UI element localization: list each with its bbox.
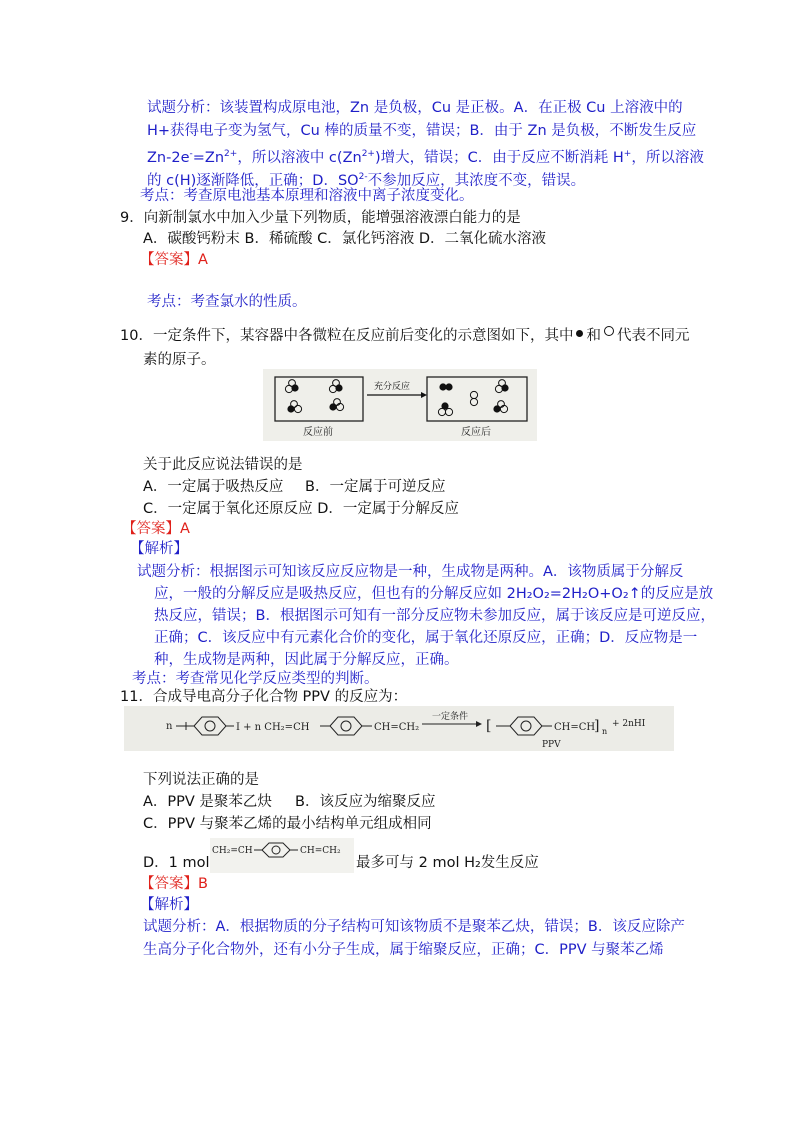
q8-analysis-line-3: $Zn-2e^-=Zn^{2+}$，所以溶液中 $c(Zn^{2+})$增大，错误；C．由于反应不断消耗 H+，所以溶液 xyxy=(147,149,704,166)
q9-stem: 9．向新制氯水中加入少量下列物质，能增强溶液漂白能力的是 xyxy=(120,210,521,226)
byproduct-label: + 2nHI xyxy=(612,719,646,729)
q9-options: A．碳酸钙粉末 B．稀硫酸 C．氯化钙溶液 D．二氧化硫水溶液 xyxy=(143,231,546,247)
svg-text:n: n xyxy=(166,721,173,732)
svg-text:n: n xyxy=(602,727,608,736)
q10-stem-line-1: 10．一定条件下，某容器中各微粒在反应前后变化的示意图如下，其中 和 代表不同元 xyxy=(120,328,690,344)
q10-options-cd: C．一定属于氧化还原反应 D．一定属于分解反应 xyxy=(143,501,459,517)
q9-answer: 【答案】A xyxy=(140,252,208,268)
svg-text:CH=CH₂: CH=CH₂ xyxy=(300,846,341,856)
before-label: 反应前 xyxy=(303,427,333,438)
q10-option-a: A．一定属于吸热反应 xyxy=(143,479,284,495)
q10-answer: 【答案】A xyxy=(122,521,190,537)
q11-option-c: C．PPV 与聚苯乙烯的最小结构单元组成相同 xyxy=(143,816,432,832)
svg-text:]: ] xyxy=(594,718,600,734)
q11-option-d-prefix: D．1 mol xyxy=(143,855,210,871)
q10-analysis-line-1: 试题分析：根据图示可知该反应反应物是一种，生成物是两种。A．该物质属于分解反 xyxy=(137,564,684,580)
q10-analysis-line-5: 种，生成物是两种，因此属于分解反应，正确。 xyxy=(154,652,459,668)
q9-kaodian: 考点：考查氯水的性质。 xyxy=(147,294,307,310)
q8-analysis-line-2: H+获得电子变为氢气，Cu 棒的质量不变，错误；B．由于 Zn 是负极，不断发生反应 xyxy=(147,123,697,139)
hollow-atom-icon xyxy=(604,326,614,336)
q11-analysis-line-1: 试题分析：A．根据物质的分子结构可知该物质不是聚苯乙炔，错误；B．该反应除产 xyxy=(143,919,685,935)
svg-text:CH₂=CH: CH₂=CH xyxy=(212,846,253,856)
q10-analysis-line-3: 热反应，错误；B．根据图示可知有一部分反应物未参加反应，属于该反应是可逆反应， xyxy=(154,608,715,624)
reaction-diagram xyxy=(263,369,537,441)
q11-question: 下列说法正确的是 xyxy=(143,772,259,788)
q11-option-b: B．该反应为缩聚反应 xyxy=(295,794,436,810)
q8-analysis-line-1: 试题分析：该装置构成原电池，Zn 是负极，Cu 是正极。A．在正极 Cu 上溶液中的 xyxy=(147,100,683,116)
svg-text:I + n CH₂=CH: I + n CH₂=CH xyxy=(236,722,310,733)
q10-analysis-line-4: 正确；C．该反应中有元素化合价的变化，属于氧化还原反应，正确；D．反应物是一 xyxy=(154,630,698,646)
q10-jiexi-label: 【解析】 xyxy=(130,541,188,557)
condition-label: 一定条件 xyxy=(432,712,469,722)
svg-text:CH=CH: CH=CH xyxy=(554,722,596,733)
svg-text:CH=CH₂: CH=CH₂ xyxy=(374,722,420,733)
q10-analysis-line-2: 应，一般的分解反应是吸热反应，但也有的分解反应如 2H₂O₂=2H₂O+O₂↑的反应是放 xyxy=(154,586,714,602)
q11-option-d-suffix: 最多可与 2 mol H₂发生反应 xyxy=(356,855,539,871)
ppv-reaction-equation xyxy=(124,706,674,751)
q11-option-a: A．PPV 是聚苯乙炔 xyxy=(143,794,272,810)
after-label: 反应后 xyxy=(461,427,491,438)
q11-jiexi-label: 【解析】 xyxy=(140,897,198,913)
ppv-label: PPV xyxy=(542,740,561,750)
q10-stem-line-2: 素的原子。 xyxy=(143,352,216,368)
q10-option-b: B．一定属于可逆反应 xyxy=(305,479,446,495)
arrow-label: 充分反应 xyxy=(374,382,411,392)
q10-question: 关于此反应说法错误的是 xyxy=(143,457,303,473)
product-molecules xyxy=(438,380,508,416)
svg-text:[: [ xyxy=(486,718,492,734)
divinylbenzene-structure xyxy=(210,838,354,873)
q8-analysis-line-4: 的 c(H)逐渐降低，正确；D．$SO^{2-}$不参加反应，其浓度不变，错误。 xyxy=(147,172,586,189)
filled-atom-icon xyxy=(576,330,583,337)
q11-answer: 【答案】B xyxy=(140,876,208,892)
reactant-molecules xyxy=(285,380,343,413)
q11-analysis-line-2: 生高分子化合物外，还有小分子生成，属于缩聚反应，正确；C．PPV 与聚苯乙烯 xyxy=(143,942,664,958)
q10-kaodian: 考点：考查常见化学反应类型的判断。 xyxy=(132,671,379,687)
q8-kaodian: 考点：考查原电池基本原理和溶液中离子浓度变化。 xyxy=(140,188,474,204)
q11-stem: 11．合成导电高分子化合物 PPV 的反应为： xyxy=(120,689,408,705)
